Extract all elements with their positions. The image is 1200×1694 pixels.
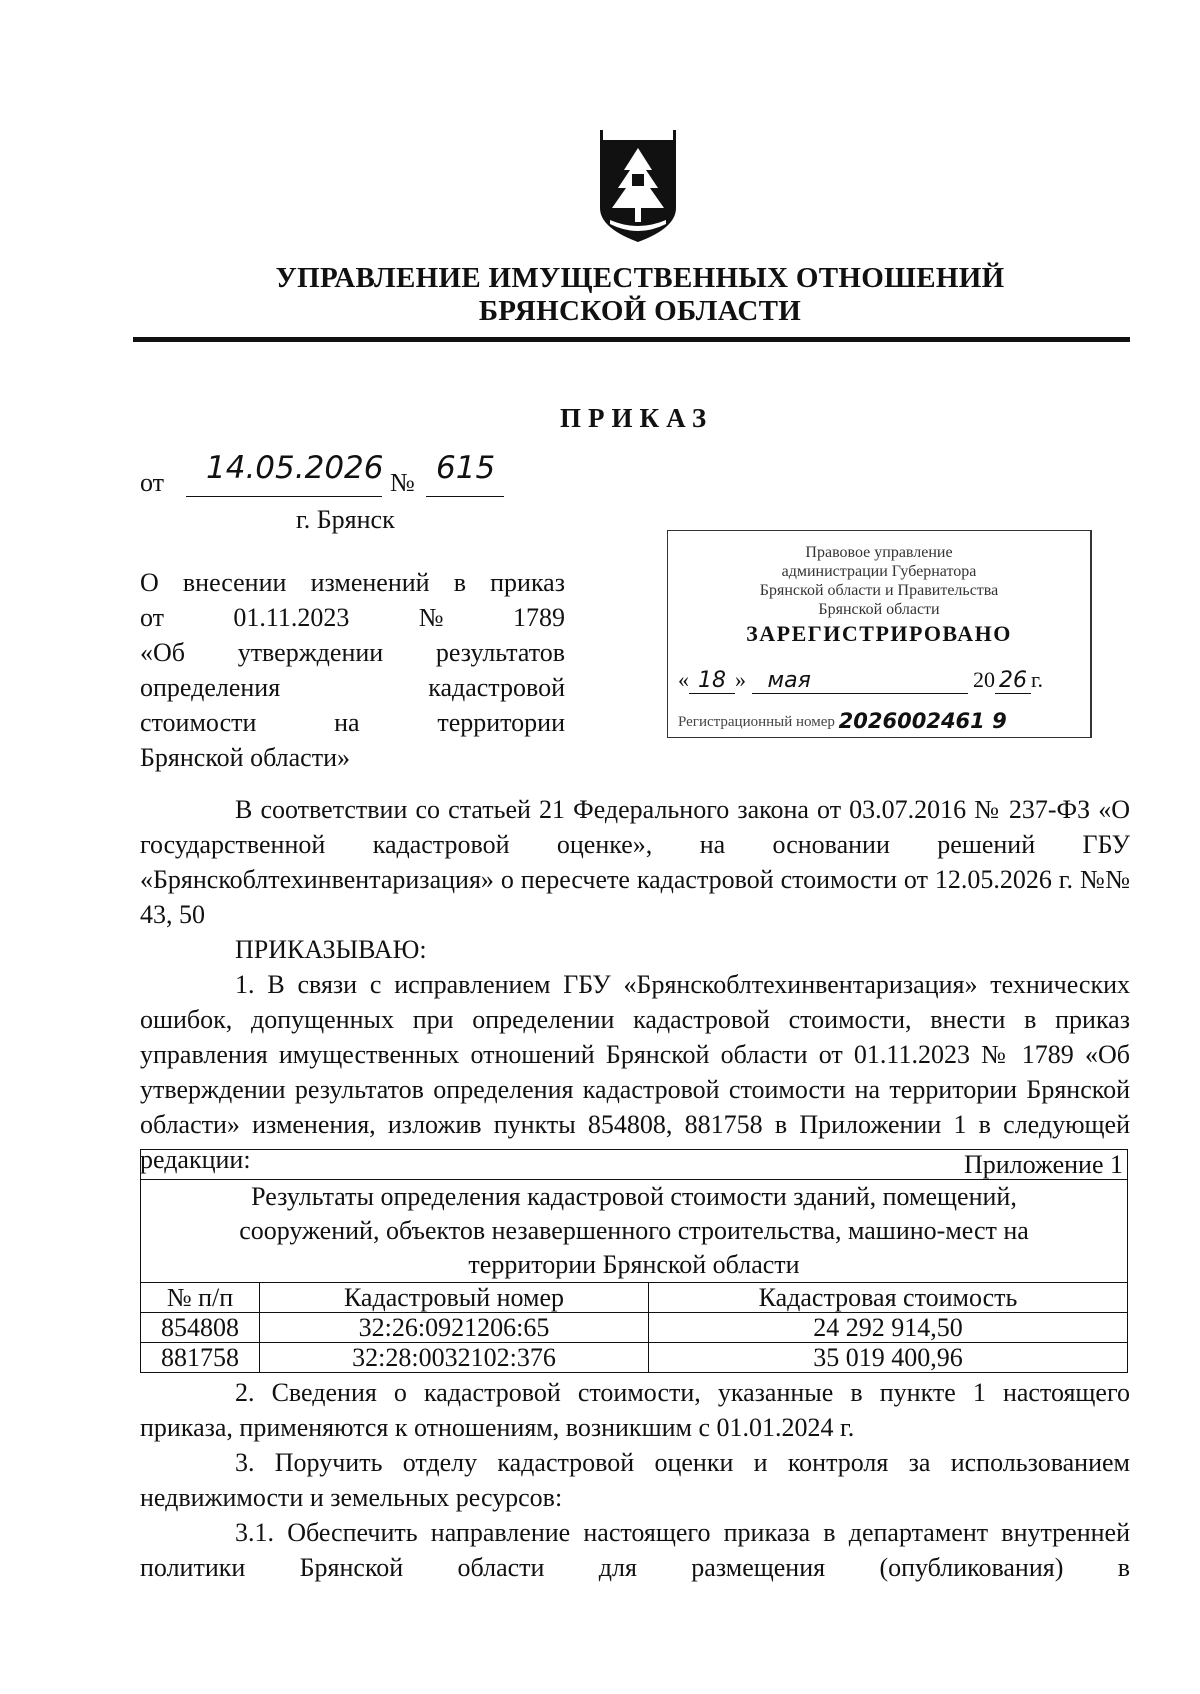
stamp-registered: ЗАРЕГИСТРИРОВАНО (746, 621, 1012, 646)
word: от (140, 603, 165, 632)
table-title: Результаты определения кадастровой стоимости зданий, помещений, сооружений, объектов незавершенного строительства, машино-мест на территории Брянской области (141, 1180, 1128, 1283)
word: О (140, 568, 159, 597)
word: приказ (490, 568, 565, 597)
point-3-1: 3.1. Обеспечить направление настоящего приказа в департамент внутренней политики Брянской области для размещения (опубликования) в (140, 1518, 1130, 1582)
table-cell: 32:28:0032102:376 (260, 1343, 649, 1373)
body-upper (140, 792, 1130, 1177)
stamp-authority (668, 543, 1090, 619)
registration-stamp (667, 530, 1092, 738)
appendix-label: Приложение 1 (141, 1150, 1128, 1180)
column-header: Кадастровый номер (260, 1283, 649, 1313)
number-underline (426, 496, 504, 497)
stamp-reg-line (678, 707, 1007, 731)
stamp-day: 18 (689, 668, 735, 694)
table-row (141, 1180, 1128, 1283)
word: «Об (140, 638, 186, 667)
stamp-year: 26 (995, 668, 1031, 694)
date-value: 14.05.2026 (206, 450, 384, 486)
org-line-1: УПРАВЛЕНИЕ ИМУЩЕСТВЕННЫХ ОТНОШЕНИЙ (275, 262, 1005, 294)
stamp-line: Брянской области (818, 601, 940, 618)
subject-line (140, 635, 565, 670)
table-cell: 854808 (141, 1313, 260, 1343)
coat-of-arms-icon (588, 120, 688, 250)
word: 01.11.2023 (233, 603, 350, 632)
column-header: Кадастровая стоимость (649, 1283, 1128, 1313)
stamp-line: Правовое управление (805, 544, 953, 561)
org-line-2: БРЯНСКОЙ ОБЛАСТИ (478, 295, 802, 327)
stamp-line: Брянской области и Правительства (759, 582, 999, 599)
subject-block (140, 565, 565, 775)
appendix-table (140, 1149, 1128, 1373)
order-word: ПРИКАЗЫВАЮ: (235, 935, 427, 964)
date-underline (186, 496, 382, 497)
table-cell: 881758 (141, 1343, 260, 1373)
point-3: 3. Поручить отделу кадастровой оценки и контроля за использованием недвижимости и земельных ресурсов: (140, 1448, 1130, 1512)
organization-title (140, 262, 1140, 328)
header-divider (133, 337, 1130, 342)
word: внесении (182, 568, 287, 597)
preamble: В соответствии со статьей 21 Федерального закона от 03.07.2016 № 237-ФЗ «О государственной кадастровой оценке», на основании решений ГБУ «Брянскоблтехинвентаризация» о пересчете кадастровой стоимости от 12.05.2026 г. №№ 43, 50 (140, 795, 1130, 929)
subject-line (140, 670, 565, 705)
stamp-line: администрации Губернатора (781, 563, 977, 580)
point-1: 1. В связи с исправлением ГБУ «Брянскоблтехинвентаризация» технических ошибок, допущенных при определении кадастровой стоимости, внести в приказ управления имущественных отношений Брянской области от 01.11.2023 № 1789 «Об утверждении результатов определения кадастровой стоимости на территории Брянской области» изменения, изложив пункты 854808, 881758 в Приложении 1 в следующей редакции: (140, 970, 1130, 1174)
word: стоимости (140, 708, 257, 737)
word: № (418, 603, 444, 632)
table-cell: 32:26:0921206:65 (260, 1313, 649, 1343)
word: изменений (310, 568, 430, 597)
word: на (334, 708, 360, 737)
subject-line (140, 565, 565, 600)
word: территории (437, 708, 565, 737)
subject-line (140, 600, 565, 635)
table-cell: 35 019 400,96 (649, 1343, 1128, 1373)
table-row (141, 1313, 1128, 1343)
subject-line (140, 705, 565, 740)
body-lower (140, 1375, 1130, 1585)
document-type: ПРИКАЗ (560, 403, 714, 433)
word: кадастровой (428, 673, 565, 702)
table-cell: 24 292 914,50 (649, 1313, 1128, 1343)
number-value: 615 (436, 450, 496, 486)
stamp-year-suffix: г. (1031, 667, 1044, 692)
stamp-reg-number: 2026002461 9 (838, 709, 1007, 733)
word: в (453, 568, 466, 597)
table-row (141, 1343, 1128, 1373)
stamp-month: мая (752, 668, 968, 694)
table-header-row (141, 1283, 1128, 1313)
word: определения (140, 673, 281, 702)
city: г. Брянск (296, 505, 395, 534)
date-label: от (140, 468, 165, 497)
stamp-reg-label: Регистрационный номер (678, 714, 835, 730)
word: 1789 (512, 603, 565, 632)
stamp-date: « 18 » мая 20 26 г. (678, 667, 1044, 693)
word: утверждении (237, 638, 384, 667)
subject-line: Брянской области» (140, 743, 350, 772)
number-label: № (390, 468, 415, 497)
column-header: № п/п (141, 1283, 260, 1313)
table-row (141, 1150, 1128, 1180)
point-2: 2. Сведения о кадастровой стоимости, указанные в пункте 1 настоящего приказа, применяются к отношениям, возникшим с 01.01.2024 г. (140, 1378, 1130, 1442)
word: результатов (435, 638, 565, 667)
